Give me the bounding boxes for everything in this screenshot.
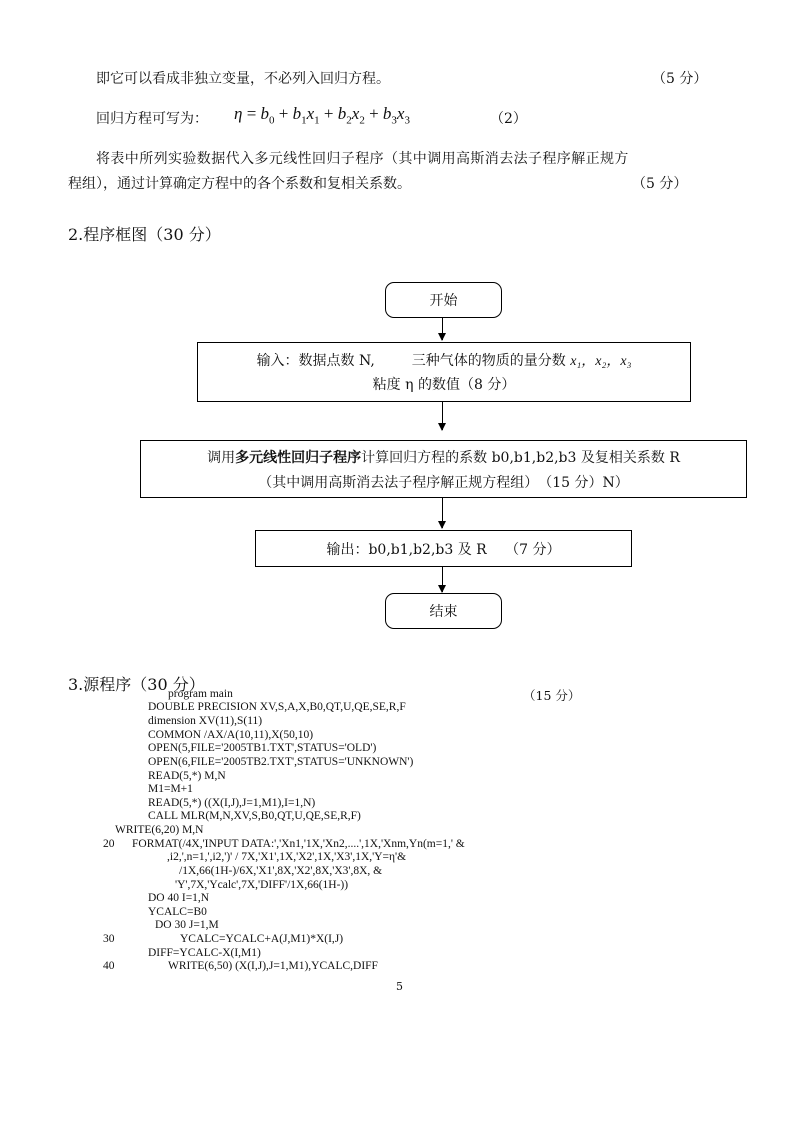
regression-equation: $\eta = b_0 + b_1x_1 + b_2x_2 + b_3x_3$ bbox=[234, 104, 410, 127]
flow-start-label: 开始 bbox=[429, 293, 458, 309]
flow-end-box bbox=[385, 593, 502, 629]
flow-call-box bbox=[140, 440, 747, 498]
text-line-3a: 将表中所列实验数据代入多元线性回归子程序（其中调用高斯消去法子程序解正规方 bbox=[96, 151, 629, 167]
code-line: READ(5,*) ((X(I,J),J=1,M1),I=1,N) bbox=[148, 797, 316, 809]
section-heading-2: 2.程序框图（30 分） bbox=[68, 225, 221, 244]
flow-arrow-3 bbox=[442, 498, 443, 528]
text-line-1: 即它可以看成非独立变量，不必列入回归方程。 bbox=[96, 71, 390, 87]
flow-call-line2: （其中调用高斯消去法子程序解正规方程组） （15 分）N） bbox=[258, 474, 629, 491]
flow-call-bold: 多元线性回归子程序 bbox=[235, 449, 362, 466]
code-line: DIFF=YCALC-X(I,M1) bbox=[148, 947, 261, 959]
flow-input-line1: 输入：数据点数 N, 三种气体的物质的量分数 x₁，x₂，x₃ bbox=[256, 353, 632, 369]
flow-output-box bbox=[255, 530, 632, 567]
score-label-1: （5 分） bbox=[652, 71, 708, 87]
code-line: DO 30 J=1,M bbox=[155, 919, 219, 931]
code-line: YCALC=YCALC+A(J,M1)*X(I,J) bbox=[180, 933, 344, 945]
code-label: 30 bbox=[103, 933, 115, 945]
flow-start-box bbox=[385, 282, 502, 318]
code-line: WRITE(6,50) (X(I,J),J=1,M1),YCALC,DIFF bbox=[168, 960, 378, 972]
text-line-2: 回归方程可写为： bbox=[96, 111, 208, 127]
eq-lhs: η bbox=[234, 104, 243, 123]
flow-arrow-1 bbox=[442, 318, 443, 340]
code-line: dimension XV(11),S(11) bbox=[148, 715, 263, 727]
text-line-3b: 程组），通过计算确定方程中的各个系数和复相关系数。 bbox=[68, 176, 411, 192]
code-line: DOUBLE PRECISION XV,S,A,X,B0,QT,U,QE,SE,R,F bbox=[148, 701, 406, 713]
code-line: program main bbox=[168, 688, 233, 700]
code-line: M1=M+1 bbox=[148, 783, 193, 795]
code-line: DO 40 I=1,N bbox=[148, 892, 210, 904]
flow-call-line1: 调用多元线性回归子程序计算回归方程的系数 b0,b1,b2,b3 及复相关系数 R bbox=[207, 449, 680, 466]
code-line: YCALC=B0 bbox=[148, 906, 207, 918]
flow-output-label: 输出：b0,b1,b2,b3 及 R （7 分） bbox=[326, 541, 561, 558]
code-line: ,i2,',n=1,',i2,')' / 7X,'X1',1X,'X2',1X,'X3',1X,'Y=η'& bbox=[167, 851, 407, 863]
section-heading-3: 3.源程序（30 分） bbox=[68, 675, 205, 694]
code-line: 'Y',7X,'Ycalc',7X,'DIFF'/1X,66(1H-)) bbox=[175, 879, 349, 891]
code-line: OPEN(6,FILE='2005TB2.TXT',STATUS='UNKNOWN') bbox=[148, 756, 414, 768]
code-line: WRITE(6,20) M,N bbox=[115, 824, 204, 836]
flow-arrow-4 bbox=[442, 567, 443, 592]
score-label-2: （5 分） bbox=[632, 176, 688, 192]
code-label: 20 bbox=[103, 838, 115, 850]
code-score: （15 分） bbox=[523, 688, 581, 703]
code-line: OPEN(5,FILE='2005TB1.TXT',STATUS='OLD') bbox=[148, 742, 377, 754]
flow-arrow-2 bbox=[442, 402, 443, 430]
flow-input-line2: 粘度 η 的数值（8 分） bbox=[372, 377, 516, 393]
code-label: 40 bbox=[103, 960, 115, 972]
page-number: 5 bbox=[396, 980, 403, 993]
code-line: CALL MLR(M,N,XV,S,B0,QT,U,QE,SE,R,F) bbox=[148, 810, 361, 822]
code-line: FORMAT(/4X,'INPUT DATA:','Xn1,'1X,'Xn2,....',1X,'Xnm,Yn(m=1,' & bbox=[132, 838, 465, 850]
code-line: READ(5,*) M,N bbox=[148, 770, 226, 782]
code-line: /1X,66(1H-)/6X,'X1',8X,'X2',8X,'X3',8X, & bbox=[179, 865, 383, 877]
code-line: COMMON /AX/A(10,11),X(50,10) bbox=[148, 729, 314, 741]
flow-input-box bbox=[197, 342, 691, 402]
flow-end-label: 结束 bbox=[429, 604, 458, 620]
equation-number: （2） bbox=[490, 111, 527, 127]
